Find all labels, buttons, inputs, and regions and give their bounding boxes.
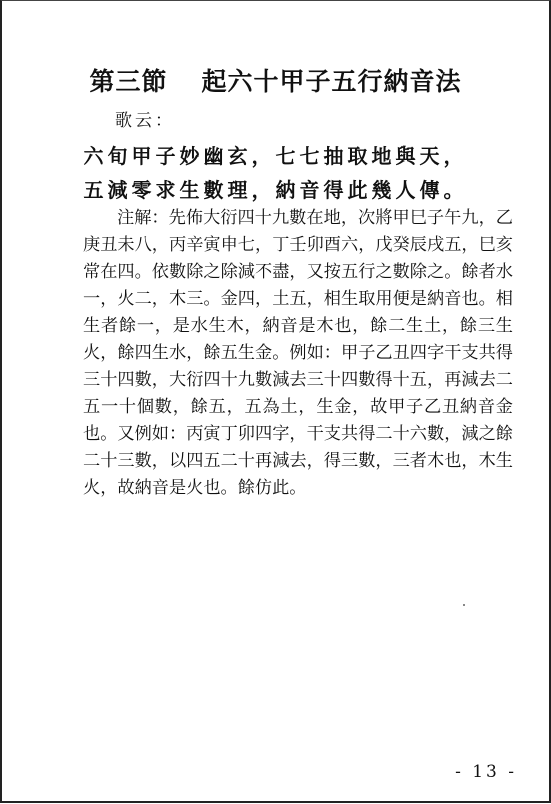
section-heading — [0, 62, 551, 98]
page-number: - 13 - — [455, 762, 517, 782]
commentary-line: 常在四。依數除之除減不盡，又按五行之數除之。餘者水 — [83, 262, 513, 282]
commentary-line: 火，故納音是火也。餘仿此。 — [83, 478, 307, 498]
commentary-line: 一，火二，木三。金四，土五，相生取用便是納音也。相 — [83, 289, 513, 309]
section-title: 起六十甲子五行納音法 — [201, 67, 462, 96]
commentary-line: 火，餘四生水，餘五生金。例如：甲子乙丑四字干支共得 — [83, 343, 513, 363]
section-number: 第三節 — [89, 67, 168, 96]
commentary-line: 五一十個數，餘五，五為土，生金，故甲子乙丑納音金 — [83, 397, 513, 417]
verse-line-2: 五減零求生數理，納音得此幾人傳。 — [83, 178, 468, 202]
commentary-paragraph — [83, 205, 513, 502]
commentary-line: 也。又例如：丙寅丁卯四字，干支共得二十六數，減之餘 — [83, 424, 513, 444]
commentary-line: 三十四數，大衍四十九數減去三十四數得十五，再減去二 — [83, 370, 513, 390]
scan-speck — [463, 604, 465, 606]
commentary-line: 庚丑未八，丙辛寅申七，丁壬卯酉六，戊癸辰戌五，巳亥 — [83, 235, 513, 255]
commentary-line: 注解：先佈大衍四十九數在地，次將甲巳子午九，乙 — [117, 208, 513, 228]
commentary-line: 生者餘一，是水生木，納音是木也，餘二生土，餘三生 — [83, 316, 513, 336]
verse-line-1: 六旬甲子妙幽玄，七七抽取地與天， — [83, 144, 468, 168]
commentary-line: 二十三數，以四五二十再減去，得三數，三者木也，木生 — [83, 451, 513, 471]
song-label: 歌云： — [115, 111, 175, 131]
